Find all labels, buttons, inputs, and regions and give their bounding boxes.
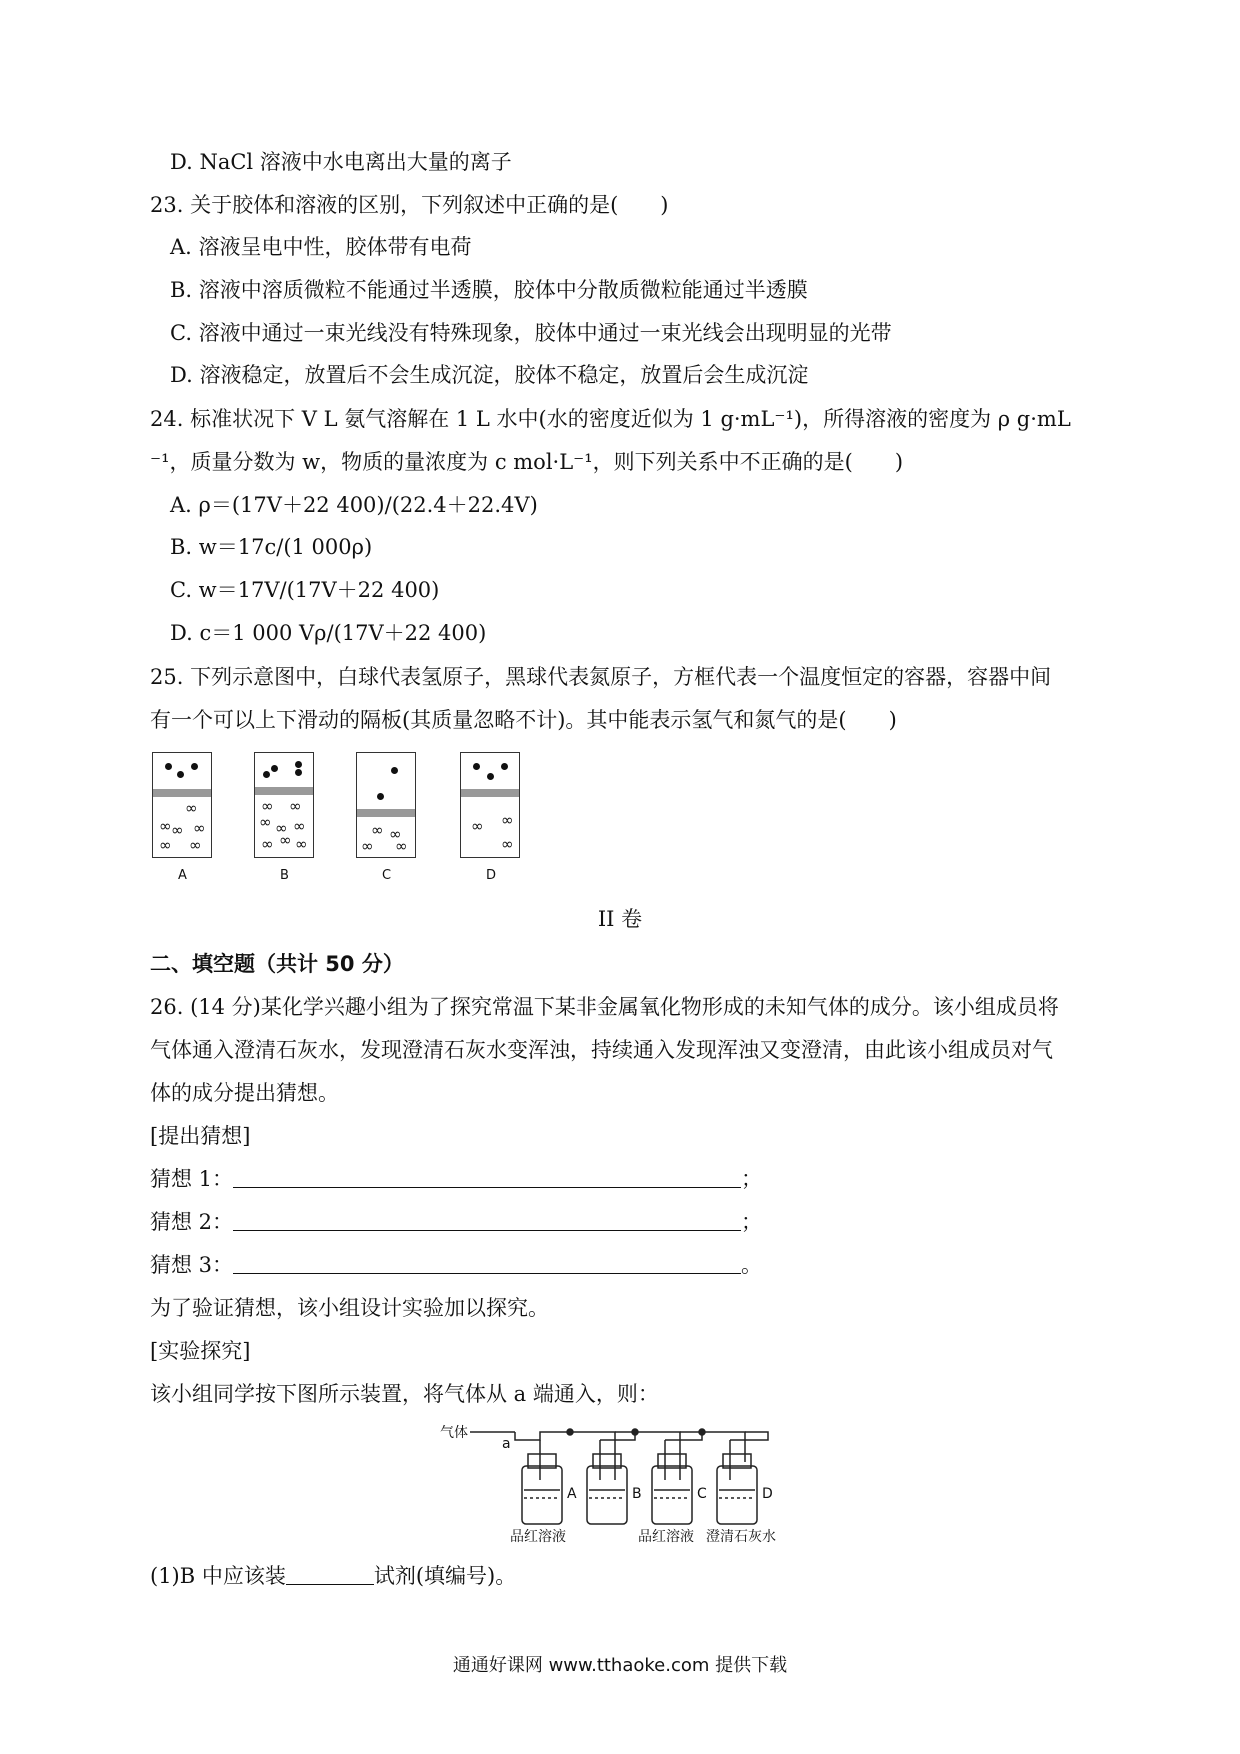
verify-text: 为了验证猜想，该小组设计实验加以探究。 [150,1296,549,1320]
h2-molecule: ∞ [293,817,306,835]
page-footer: 通通好课网 www.tthaoke.com 提供下载 [452,1655,788,1676]
h2-molecule: ∞ [361,837,374,855]
n-atom [295,761,302,768]
n-atom [263,771,270,778]
h2-molecule: ∞ [159,817,172,835]
h2-molecule: ∞ [275,819,288,837]
q24-stem-1: 24. 标准状况下 V L 氨气溶解在 1 L 水中(水的密度近似为 1 g·mL⁻¹)，所得溶液的密度为 ρ g·mL [150,407,1071,431]
h2-molecule: ∞ [261,797,274,815]
h2-molecule: ∞ [501,811,514,829]
q26-stem-2: 气体通入澄清石灰水，发现澄清石灰水变浑浊，持续通入发现浑浊又变澄清，由此该小组成员对气 [150,1038,1053,1062]
q23-option-c: C. 溶液中通过一束光线没有特殊现象，胶体中通过一束光线会出现明显的光带 [170,321,892,345]
guess-2-blank[interactable] [233,1210,741,1231]
guess-3-label: 猜想 3： [150,1253,234,1277]
q26-stem-3: 体的成分提出猜想。 [150,1081,339,1105]
h2-molecule: ∞ [295,835,308,853]
volume-label: II 卷 [597,907,643,931]
caption-bottle-d: 澄清石灰水 [706,1529,776,1545]
partition [461,789,519,797]
bottle-label-b: B [632,1486,642,1502]
q24-option-a: A. ρ＝(17V＋22 400)/(22.4＋22.4V) [170,493,538,517]
n-atom [377,793,384,800]
sub1-blank[interactable] [286,1564,374,1585]
n-atom [295,769,302,776]
partition [255,787,313,795]
q26-sub1 [150,1562,516,1590]
guess-2-end: ； [741,1210,763,1234]
gas-label: 气体 [440,1425,468,1441]
inlet-label: a [502,1436,511,1452]
q24-option-b: B. w＝17c/(1 000ρ) [170,535,373,559]
h2-molecule: ∞ [185,799,198,817]
h2-molecule: ∞ [261,835,274,853]
q25-stem-2: 有一个可以上下滑动的隔板(其质量忽略不计)。其中能表示氢气和氮气的是( ) [150,708,897,732]
q22-option-d: D. NaCl 溶液中水电离出大量的离子 [170,150,512,174]
q25-stem-1: 25. 下列示意图中，白球代表氢原子，黑球代表氮原子，方框代表一个温度恒定的容器，容器中间 [150,665,1052,689]
h2-molecule: ∞ [501,835,514,853]
h2-molecule: ∞ [189,836,202,854]
container-b [254,752,314,858]
guess-1-label: 猜想 1： [150,1167,234,1191]
h2-molecule: ∞ [159,836,172,854]
sub1-suffix: 试剂(填编号)。 [373,1564,517,1588]
guess-2-label: 猜想 2： [150,1210,234,1234]
h2-molecule: ∞ [259,813,272,831]
bottle-label-d: D [762,1486,773,1502]
q24-stem-2: ⁻¹，质量分数为 w，物质的量浓度为 c mol·L⁻¹，则下列关系中不正确的是( ) [150,450,904,474]
q23-option-b: B. 溶液中溶质微粒不能通过半透膜，胶体中分散质微粒能通过半透膜 [170,278,808,302]
n-atom [177,771,184,778]
container-a [152,752,212,858]
h2-molecule: ∞ [395,837,408,855]
n-atom [501,763,508,770]
guess-1-end: ； [741,1167,763,1191]
q26-stem-1: 26. (14 分)某化学兴趣小组为了探究常温下某非金属氧化物形成的未知气体的成分。该小组成员将 [150,995,1059,1019]
n-atom [271,765,278,772]
explore-heading: [实验探究] [150,1339,251,1363]
guess-1-line [150,1165,762,1193]
h2-molecule: ∞ [279,831,292,849]
sub1-prefix: (1)B 中应该装 [150,1564,286,1588]
n-atom [473,763,480,770]
h2-molecule: ∞ [171,821,184,839]
section-2-heading: 二、填空题（共计 50 分） [150,952,404,976]
guess-2-line [150,1208,762,1236]
q24-option-d: D. c＝1 000 Vρ/(17V＋22 400) [170,621,487,645]
gas-wash-apparatus [440,1418,800,1543]
container-label-a: A [178,868,187,883]
q24-option-c: C. w＝17V/(17V＋22 400) [170,578,440,602]
q23-option-d: D. 溶液稳定，放置后不会生成沉淀，胶体不稳定，放置后会生成沉淀 [170,363,809,387]
caption-bottle-c: 品红溶液 [638,1529,694,1545]
bottle-label-a: A [567,1486,577,1502]
container-label-d: D [486,868,497,883]
n-atom [391,767,398,774]
container-d [460,752,520,858]
h2-molecule: ∞ [471,817,484,835]
q23-option-a: A. 溶液呈电中性，胶体带有电荷 [170,235,472,259]
h2-molecule: ∞ [371,821,384,839]
guess-3-end: 。 [741,1253,763,1277]
guess-3-line [150,1251,762,1279]
n-atom [165,763,172,770]
partition [153,789,211,797]
n-atom [487,773,494,780]
q23-stem: 23. 关于胶体和溶液的区别，下列叙述中正确的是( ) [150,193,669,217]
apparatus-drawing [440,1418,800,1543]
h2-molecule: ∞ [289,797,302,815]
guess-1-blank[interactable] [233,1167,741,1188]
guess-3-blank[interactable] [233,1253,741,1274]
caption-bottle-a: 品红溶液 [510,1529,566,1545]
propose-heading: [提出猜想] [150,1124,251,1148]
n-atom [191,763,198,770]
container-label-b: B [280,868,289,883]
bottle-label-c: C [697,1486,707,1502]
h2-molecule: ∞ [389,825,402,843]
setup-text: 该小组同学按下图所示装置，将气体从 a 端通入，则： [150,1382,659,1406]
container-c [356,752,416,858]
partition [357,809,415,817]
h2-molecule: ∞ [193,819,206,837]
container-label-c: C [382,868,392,883]
